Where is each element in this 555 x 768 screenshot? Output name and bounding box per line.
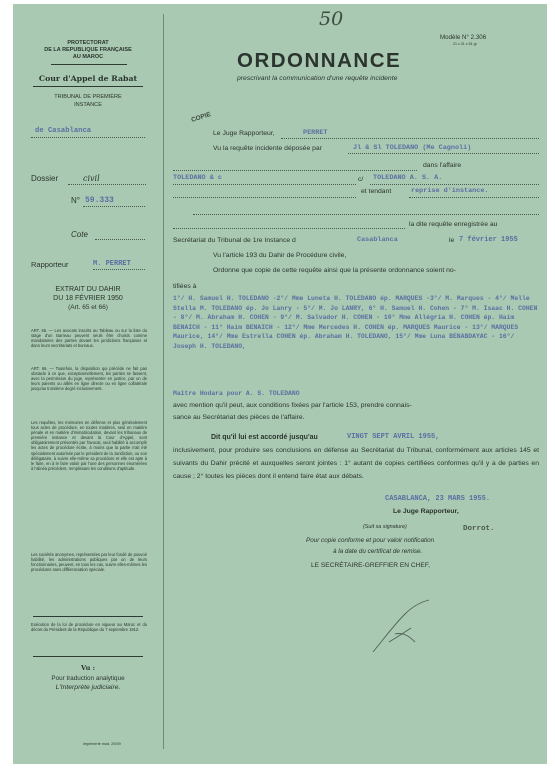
number-line: [83, 206, 145, 207]
model-size: 21 x 31 x 61 gr: [453, 42, 477, 46]
clerk-signature: [369, 596, 449, 656]
blank-line-1: [173, 197, 356, 198]
protectorat-label: PROTECTORAT: [67, 40, 109, 46]
rapporteur-label: Rapporteur: [31, 260, 69, 269]
execution-text: Exécution de la loi de procédure en vigueur au Maroc et du décret du Président de la République du 7 septembre 1912.: [31, 622, 147, 633]
counsel-line: Maître Hodara pour A. S. TOLEDANO: [173, 390, 300, 397]
left-sidebar: [13, 4, 163, 764]
document-sheet: [13, 4, 547, 764]
vu-label: Vu :: [80, 664, 95, 672]
document-title: ORDONNANCE: [237, 49, 402, 72]
court-rule: [33, 86, 143, 87]
versus-label: c/: [358, 176, 364, 183]
affaire-line: [173, 170, 417, 171]
sign-place-date: CASABLANCA, 23 MARS 1955.: [385, 495, 491, 503]
notified-label: tifiées à: [173, 283, 197, 290]
vu-requete-label: Vu la requête incidente déposée par: [213, 145, 322, 152]
sign-name: Dorrot.: [463, 525, 495, 533]
extract-date: DU 18 FÉVRIER 1950: [53, 295, 123, 302]
number-value: 59.333: [85, 196, 114, 205]
interpreter-label: L'Interprète judiciaire.: [55, 684, 121, 691]
rapporteur-value: M. PERRET: [93, 260, 131, 268]
judge-name: PERRET: [303, 129, 328, 137]
ordonne-line: Ordonne que copie de cette requête ainsi que la présente ordonnance soient no-: [213, 267, 456, 274]
article-line: Vu l'article 193 du Dahir de Procédure civile,: [213, 252, 347, 259]
handwritten-number: 50: [319, 8, 344, 30]
execution-rule: [33, 616, 143, 617]
judge-line-label: Le Juge Rapporteur,: [213, 130, 275, 137]
extract-articles: (Art. 65 et 66): [68, 304, 108, 311]
judge-line: [281, 138, 539, 139]
date-value: 7 février 1955: [459, 236, 518, 244]
registered-label: la dite requête enregistrée au: [409, 221, 498, 228]
copy-stamp: COPIE: [190, 111, 212, 124]
granted-rest: inclusivement, pour produire ses conclusions en défense au Secrétariat du Tribunal, conformément aux articles 145 et suivants du Dahir précité et auxquelles seront jointes : 1° autant de copies certifiées conformes qu'il y a de parties en cause ; 2° toutes les pièces dont il entend faire état aux débats.: [173, 447, 539, 480]
certified-line-1: Pour copie conforme et pour valoir notification: [306, 537, 435, 544]
number-label: N°: [71, 196, 80, 205]
party-b-line: [370, 184, 539, 185]
header-rule: [51, 64, 127, 65]
deposed-line: [348, 153, 539, 154]
translation-label: Pour traduction analytique: [51, 675, 125, 682]
cote-label: Cote: [71, 230, 88, 239]
societies-text: Les sociétés anonymes, représentées par leur fondé de pouvoir habilité, les administrations publiques par un de leurs fonctionnaires, peuvent, en tous les cas, suivre elles-mêmes les procédures sans différenciation spéciale.: [31, 552, 147, 573]
article-66-text: ART. 66. — Toutefois, la disposition qui précède ne fait pas obstacle à ce que, exceptionnellement, les parties se fassent, avec la permission du juge, représenter en justice, par un de leurs parents ou alliés en ligne directe ou en ligne collatérale jusqu'au troisième degré inclusivement.: [31, 366, 147, 392]
granted-date: VINGT SEPT AVRIL 1955,: [347, 433, 440, 441]
granted-label: Dit qu'il lui est accordé jusqu'au: [211, 434, 318, 441]
deposed-by: Jl & Sl TOLEDANO (Me Cagnoli): [353, 144, 472, 152]
tendant-line: [409, 197, 539, 198]
requests-text: Les requêtes, les mémoires en défense et plus généralement tous actes de procédure, en toutes matières, seul en matière pénale et en matière d'immatriculation, devant les tribunaux de première instance et devant la Cour d'Appel, sont obligatoirement présentés par l'avocat, seul habilité à accomplir les actes de procédure écrite, à moins que la partie n'ait été spécialement autorisée par le président de la Juridiction, ou son délégataire, à suivre elle-même sa procédure et elle est apte à le faire, en à le faire valoir par l'une des personnes énumérées à l'alinéa précédent, remplissant les conditions d'aptitude.: [31, 420, 147, 471]
affaire-label: dans l'affaire: [423, 162, 462, 169]
article-65-text: ART. 65. — Les avocats inscrits au Tableau ou sur la liste du stage d'un Barreau peuvent seuls être choisis comme mandataires des parties devant les juridictions françaises et dans leurs secrétariats et bureaux.: [31, 328, 147, 349]
mention-line-2: sance au Secrétariat des pièces de l'affaire.: [173, 414, 305, 421]
certified-line-2: à la date du certificat de remise.: [333, 548, 423, 555]
dossier-value: civil: [83, 174, 100, 183]
sign-note: (Suit sa signature): [363, 524, 407, 530]
tendant-label: et tendant: [361, 188, 392, 195]
dossier-line: [68, 184, 146, 185]
party-b: TOLEDANO A. S. A.: [373, 174, 443, 182]
date-label: le: [449, 237, 455, 244]
tendant-value: reprise d'instance.: [411, 187, 489, 195]
document-subtitle: prescrivant la communication d'une requête incidente: [237, 75, 398, 82]
mention-line: avec mention qu'il peut, aux conditions fixées par l'article 153, prendre connais-: [173, 402, 412, 409]
secretariat-city: Casablanca: [357, 236, 398, 244]
printer-mark: imprimerie mod. 29/39: [83, 742, 121, 746]
cote-line: [95, 239, 145, 240]
model-number: Modèle N° 2.306: [440, 34, 487, 41]
blank-line-2: [193, 214, 539, 215]
tribunal-city: de Casablanca: [35, 127, 92, 135]
instance-label: INSTANCE: [74, 102, 102, 108]
maroc-label: AU MAROC: [72, 54, 104, 60]
parties-list: 1°/ H. Samuel H. TOLEDANO -2°/ Mme Luneta H. TOLEDANO ép. MARQUES -3°/ M. Marques - 4°/ Melle Stella M. TOLEDANO ép. Jo Lanry - 5°/ M. Jo LANRY, 6° H. Samuel H. Cohen - 7° M. Isaac H. COHEN - 8°/ M. Abraham H. COHEN - 9°/ M. Salvador H. COHEN - 10° Mme Allégria H. COHEN ép. Haim BENAICH - 11° Haim BENAICH - 12°/ Mme Mercedes H. COHEN ép. MARQUES Maurice - 13°/ MARQUES Maurice, 14°/ Mme Estrella COHEN ép. Abraham H. TOLEDANO, 15°/ Mme Luna BENABDAYAC - 16°/ Joseph H. TOLEDANO,: [173, 295, 538, 350]
republic-label: DE LA REPUBLIQUE FRANÇAISE: [44, 47, 132, 53]
party-a-line: [173, 184, 356, 185]
vu-rule: [33, 656, 143, 657]
column-divider: [163, 14, 164, 749]
sign-title: Le Juge Rapporteur,: [393, 508, 459, 515]
city-line: [31, 137, 145, 138]
clerk-title: LE SECRÉTAIRE-GREFFIER EN CHEF,: [311, 562, 430, 569]
dossier-label: Dossier: [31, 174, 59, 183]
rapporteur-line: [93, 269, 145, 270]
extract-title: EXTRAIT DU DAHIR: [55, 286, 121, 293]
party-a: TOLEDANO & c: [173, 174, 222, 182]
secretariat-label: Secrétariat du Tribunal de 1re Instance d: [173, 237, 296, 244]
blank-line-3: [173, 228, 405, 229]
court-name: Cour d'Appel de Rabat: [38, 74, 138, 83]
tribunal-label: TRIBUNAL DE PREMIÈRE: [54, 94, 122, 100]
